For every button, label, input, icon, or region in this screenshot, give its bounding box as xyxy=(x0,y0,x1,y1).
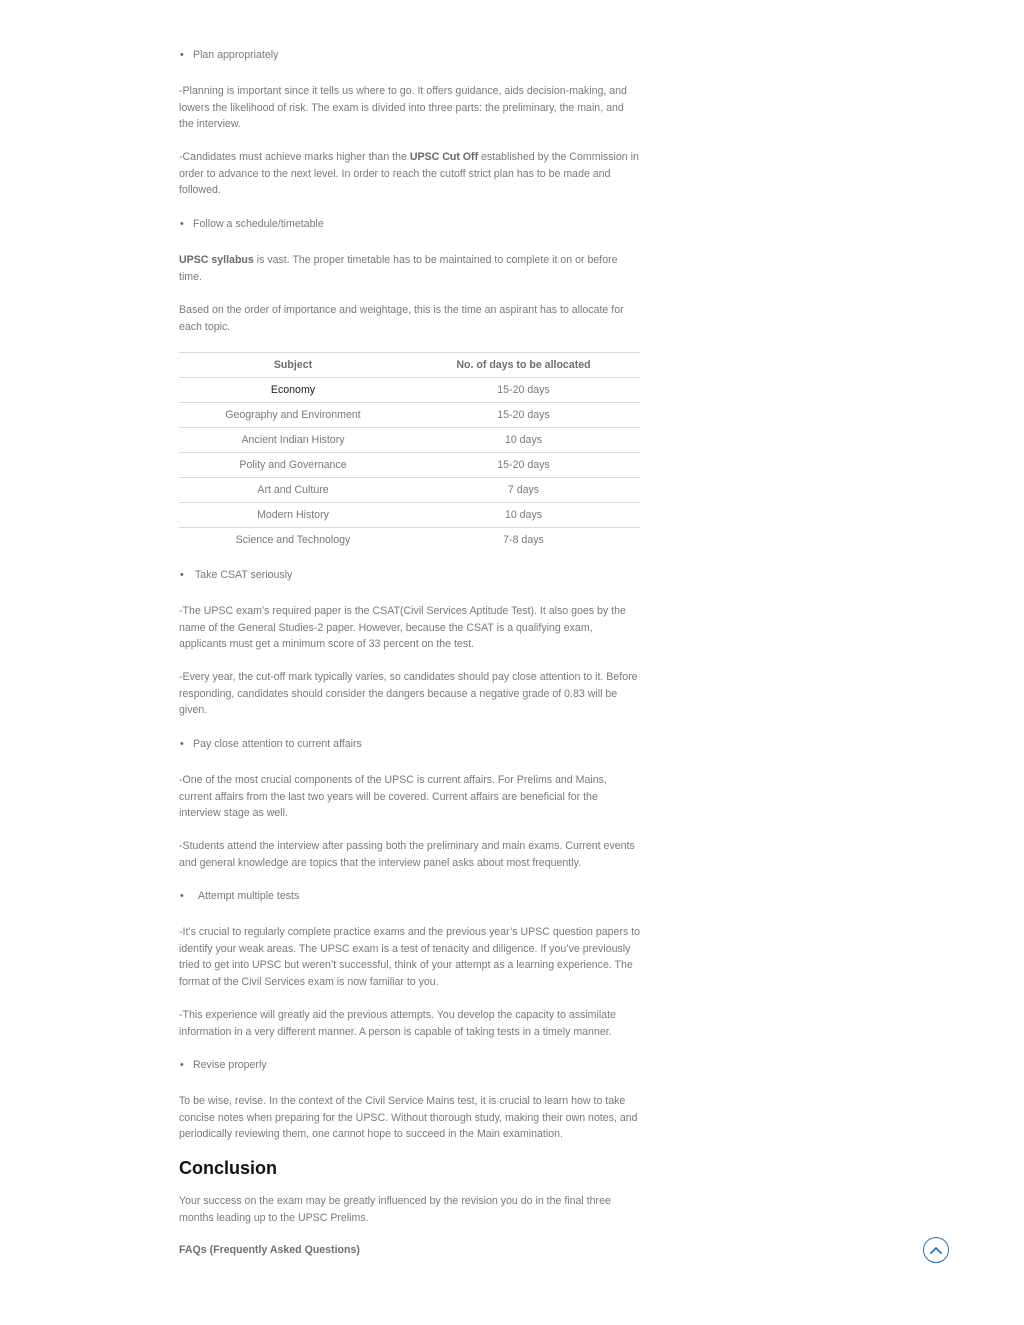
subject-cell: Polity and Governance xyxy=(179,453,407,478)
paragraph-conclusion: Your success on the exam may be greatly influenced by the revision you do in the final three months leading up to the UPSC Prelims. xyxy=(179,1195,611,1224)
text-span: established by the Commission in order to advance to the next level. In order to reach the cutoff strict plan has to be made and followed. xyxy=(179,151,639,196)
days-cell: 15-20 days xyxy=(407,378,640,403)
subject-cell[interactable]: Economy xyxy=(179,378,407,403)
bullet-current-affairs: • Pay close attention to current affairs xyxy=(179,736,655,752)
days-cell: 10 days xyxy=(407,503,640,528)
table-row xyxy=(179,403,640,428)
table-header-row xyxy=(179,353,640,378)
bullet-revise: • Revise properly xyxy=(179,1057,655,1073)
days-cell: 7 days xyxy=(407,478,640,503)
paragraph-tests-2: -This experience will greatly aid the previous attempts. You develop the capacity to assimilate information in a very different manner. A person is capable of taking tests in a timely manner. xyxy=(179,1009,616,1038)
paragraph-plan-1: -Planning is important since it tells us where to go. It offers guidance, aids decision-making, and lowers the likelihood of risk. The exam is divided into three parts: the preliminary, the main, and the interview. xyxy=(179,85,627,130)
paragraph-current-affairs-2: -Students attend the interview after passing both the preliminary and main exams. Current events and general knowledge are topics that the interview panel asks about most frequently. xyxy=(179,840,635,869)
paragraph-csat-1: -The UPSC exam’s required paper is the CSAT(Civil Services Aptitude Test). It also goes by the name of the General Studies-2 paper. However, because the CSAT is a qualifying exam, applicants must get a minimum score of 33 percent on the test. xyxy=(179,605,626,650)
conclusion-heading: Conclusion xyxy=(179,1158,277,1178)
scroll-to-top-button[interactable] xyxy=(923,1237,949,1263)
subject-cell: Modern History xyxy=(179,503,407,528)
table-row xyxy=(179,478,640,503)
bullet-csat: • Take CSAT seriously xyxy=(179,567,657,583)
days-allocation-table xyxy=(179,352,640,552)
subject-cell: Geography and Environment xyxy=(179,403,407,428)
header-days: No. of days to be allocated xyxy=(407,353,640,378)
table-row xyxy=(179,503,640,528)
subject-cell: Science and Technology xyxy=(179,528,407,553)
upsc-syllabus-link[interactable]: UPSC syllabus xyxy=(179,254,254,266)
bullet-schedule: • Follow a schedule/timetable xyxy=(179,216,655,232)
bullet-plan: • Plan appropriately xyxy=(179,47,655,63)
days-cell: 15-20 days xyxy=(407,403,640,428)
text-span: -Candidates must achieve marks higher than the xyxy=(179,151,410,163)
text-span: is vast. The proper timetable has to be maintained to complete it on or before time. xyxy=(179,254,618,283)
table-row xyxy=(179,378,640,403)
days-cell: 7-8 days xyxy=(407,528,640,553)
table-row xyxy=(179,428,640,453)
faq-heading: FAQs (Frequently Asked Questions) xyxy=(179,1244,360,1256)
bullet-tests: • Attempt multiple tests xyxy=(179,888,660,904)
paragraph-revise-1: To be wise, revise. In the context of the Civil Service Mains test, it is crucial to learn how to take concise notes when preparing for the UPSC. Without thorough study, making their own notes, and periodically reviewing them, one cannot hope to succeed in the Main examination. xyxy=(179,1095,638,1140)
days-cell: 10 days xyxy=(407,428,640,453)
paragraph-tests-1: -It’s crucial to regularly complete practice exams and the previous year’s UPSC question papers to identify your weak areas. The UPSC exam is a test of tenacity and diligence. If you’ve previously tried to get into UPSC but weren’t successful, think of your attempt as a learning experience. The format of the Civil Services exam is now familiar to you. xyxy=(179,926,641,988)
upsc-cut-off-link[interactable]: UPSC Cut Off xyxy=(409,151,479,163)
table-row xyxy=(179,528,640,553)
paragraph-schedule-1 xyxy=(179,252,641,285)
days-cell: 15-20 days xyxy=(407,453,640,478)
paragraph-plan-2 xyxy=(179,149,641,199)
table-row xyxy=(179,453,640,478)
chevron-up-icon xyxy=(930,1246,942,1254)
paragraph-csat-2: -Every year, the cut-off mark typically varies, so candidates should pay close attention to it. Before responding, candidates should consider the dangers because a negative grade of 0.83 will be given. xyxy=(179,671,638,716)
paragraph-current-affairs-1: -One of the most crucial components of the UPSC is current affairs. For Prelims and Mains, current affairs from the last two years will be covered. Current affairs are beneficial for the interview stage as well. xyxy=(179,774,607,819)
paragraph-schedule-2: Based on the order of importance and weightage, this is the time an aspirant has to allocate for each topic. xyxy=(179,304,624,333)
subject-cell: Ancient Indian History xyxy=(179,428,407,453)
header-subject: Subject xyxy=(179,353,407,378)
subject-cell: Art and Culture xyxy=(179,478,407,503)
